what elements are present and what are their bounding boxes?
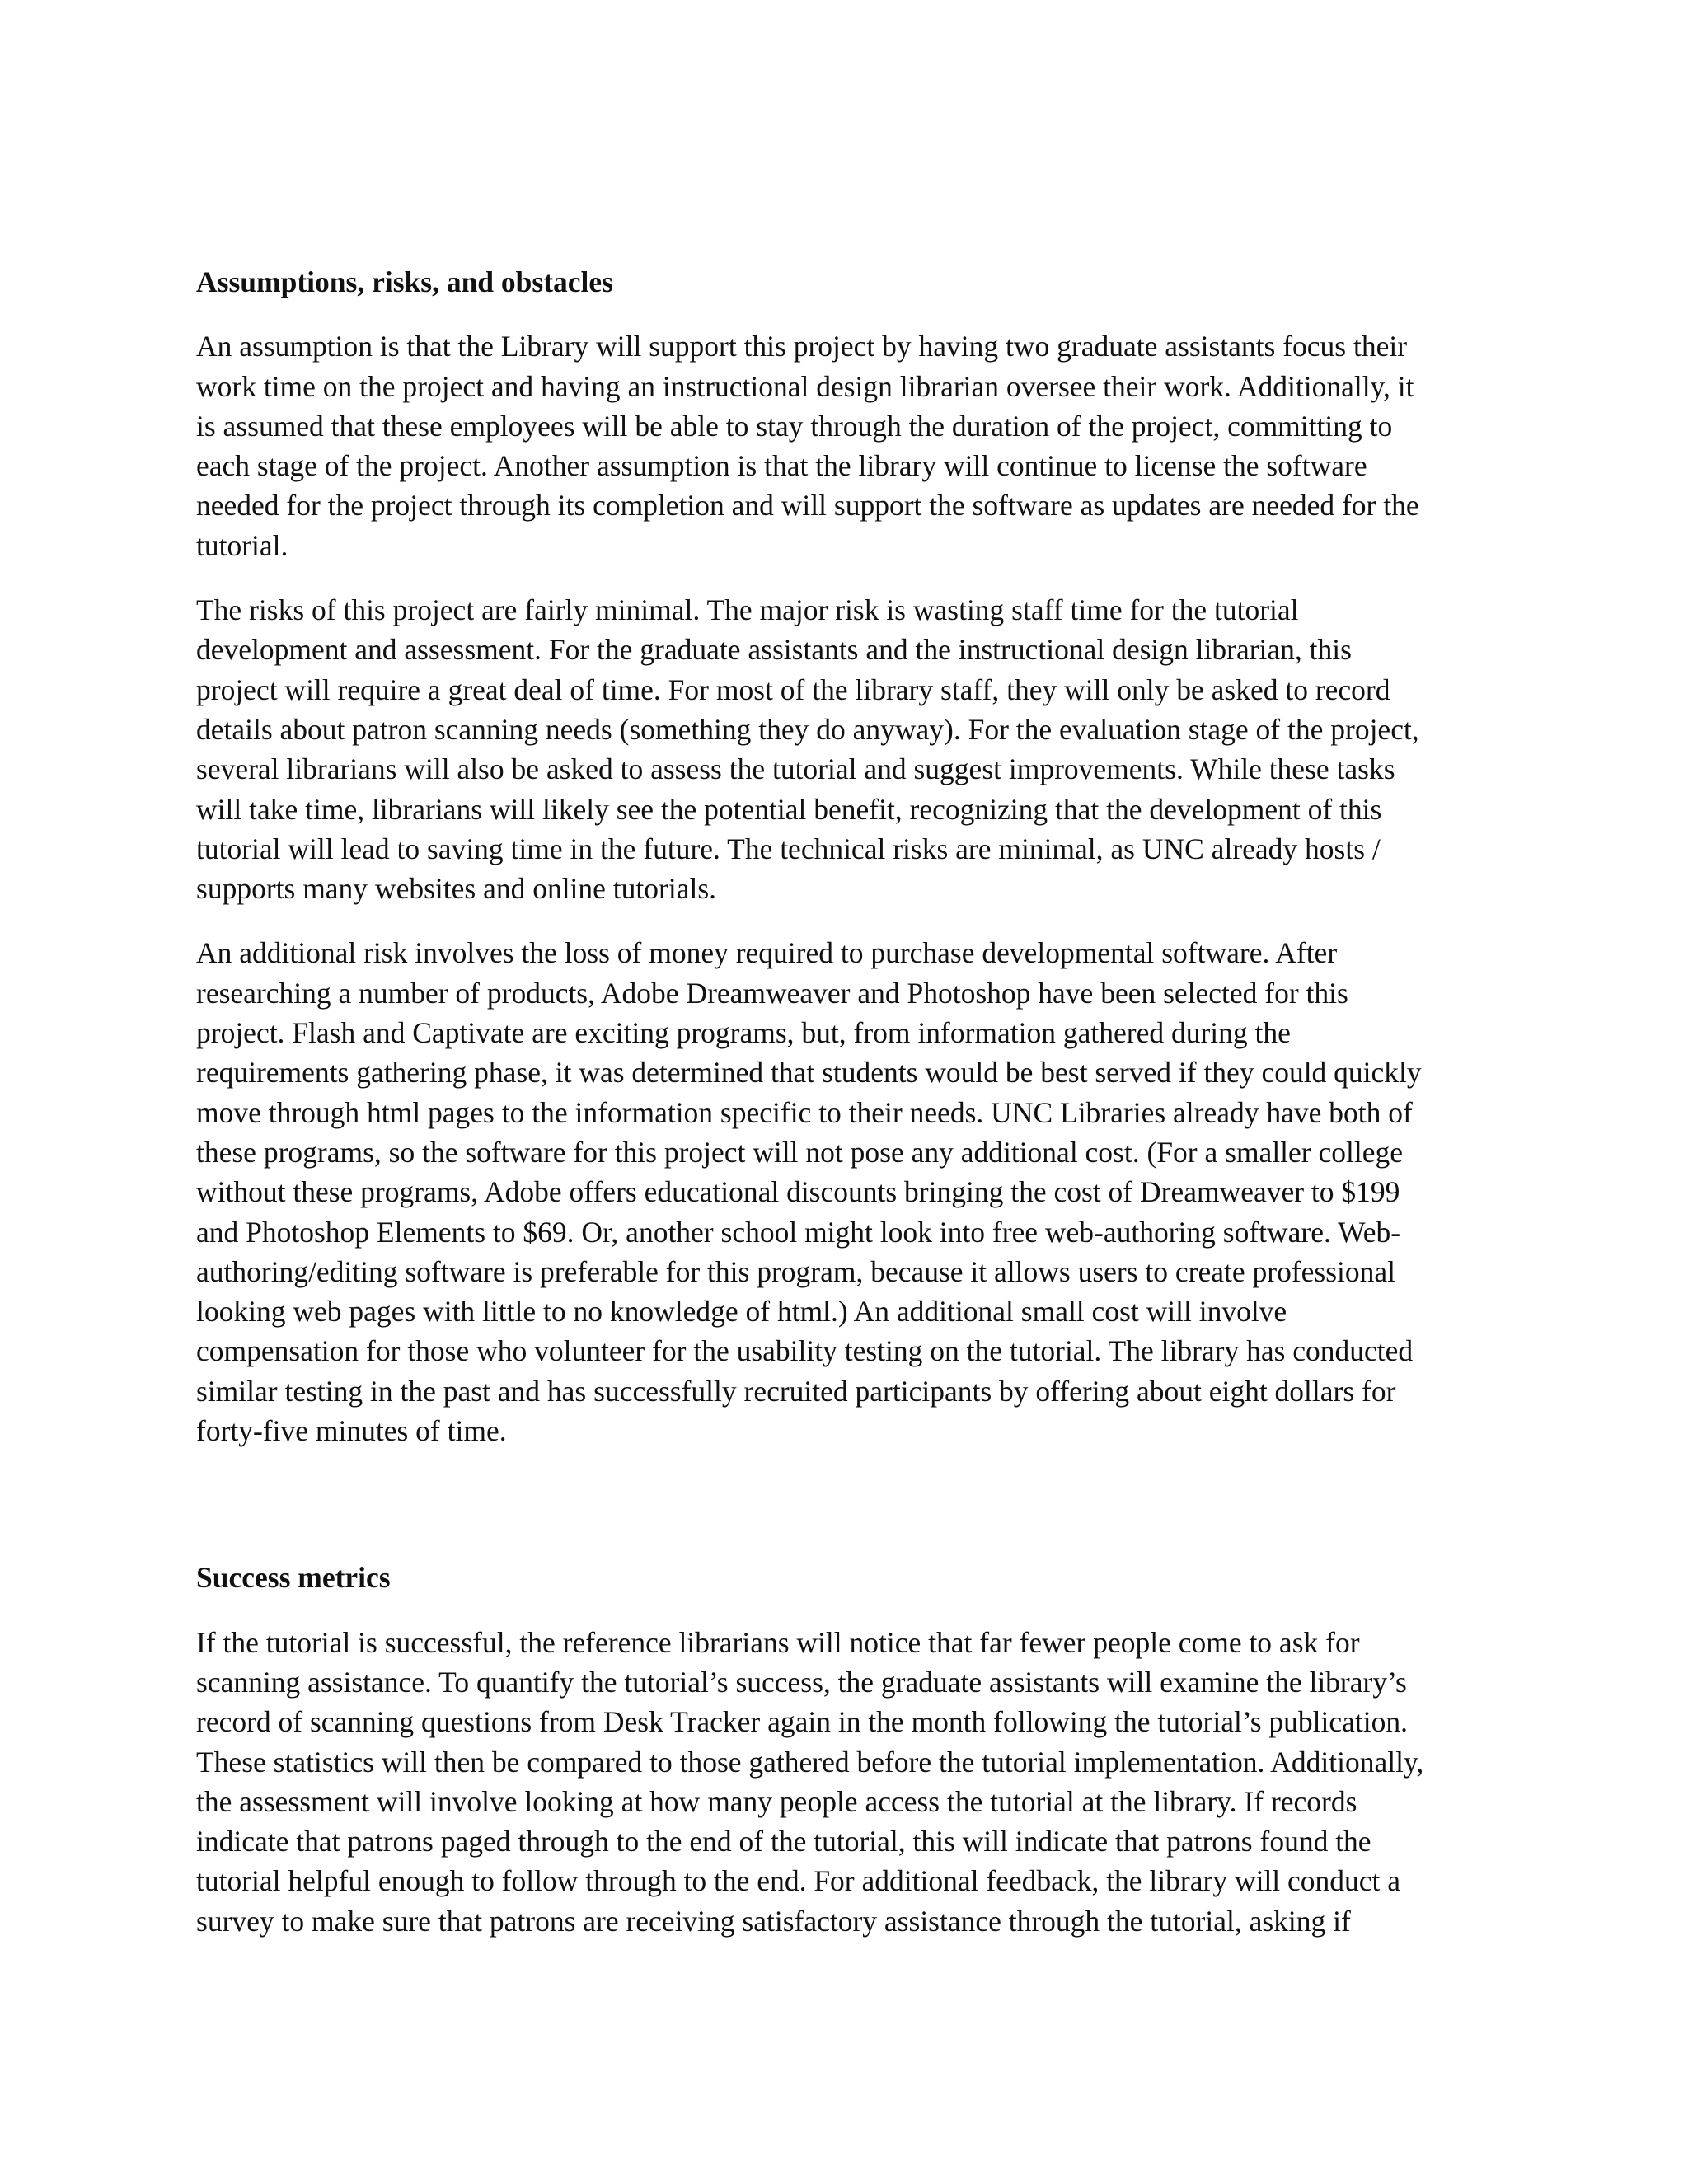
text-line: several librarians will also be asked to assess the tutorial and suggest improvements. While these tasks — [196, 752, 1395, 786]
text-line: project will require a great deal of time. For most of the library staff, they will only be asked to record — [196, 673, 1390, 706]
text-line: authoring/editing software is preferable for this program, because it allows users to create professional — [196, 1254, 1396, 1288]
text-line: these programs, so the software for this project will not pose any additional cost. (For a smaller college — [196, 1135, 1403, 1169]
document-body — [196, 262, 1478, 1966]
text-line: each stage of the project. Another assumption is that the library will continue to license the software — [196, 449, 1367, 483]
section-heading: Success metrics — [196, 1561, 391, 1595]
text-line: scanning assistance. To quantify the tutorial’s success, the graduate assistants will examine the library’s — [196, 1665, 1407, 1699]
section — [196, 1558, 1478, 1941]
paragraph — [196, 1623, 1478, 1941]
text-line: supports many websites and online tutorials. — [196, 872, 717, 906]
text-line: needed for the project through its completion and will support the software as updates are needed for the — [196, 489, 1419, 523]
text-line: If the tutorial is successful, the reference librarians will notice that far fewer people come to ask for — [196, 1625, 1360, 1659]
section — [196, 262, 1478, 1451]
text-line: without these programs, Adobe offers educational discounts bringing the cost of Dreamweaver to $199 — [196, 1175, 1400, 1209]
paragraph — [196, 933, 1478, 1451]
text-line: and Photoshop Elements to $69. Or, another school might look into free web-authoring software. Web- — [196, 1215, 1401, 1249]
text-line: record of scanning questions from Desk Tracker again in the month following the tutorial’s publication. — [196, 1705, 1409, 1739]
text-line: The risks of this project are fairly minimal. The major risk is wasting staff time for the tutorial — [196, 593, 1299, 627]
text-line: tutorial will lead to saving time in the future. The technical risks are minimal, as UNC already hosts / — [196, 832, 1381, 865]
text-line: An additional risk involves the loss of money required to purchase developmental software. After — [196, 936, 1338, 970]
text-line: looking web pages with little to no knowledge of html.) An additional small cost will involve — [196, 1295, 1287, 1329]
text-line: development and assessment. For the graduate assistants and the instructional design librarian, this — [196, 633, 1352, 667]
text-line: compensation for those who volunteer for the usability testing on the tutorial. The library has conducted — [196, 1334, 1414, 1368]
text-line: the assessment will involve looking at how many people access the tutorial at the library. If records — [196, 1784, 1357, 1818]
text-line: forty-five minutes of time. — [196, 1414, 507, 1448]
text-line: An assumption is that the Library will support this project by having two graduate assistants focus their — [196, 330, 1408, 363]
text-line: will take time, librarians will likely see the potential benefit, recognizing that the development of this — [196, 792, 1382, 826]
text-line: similar testing in the past and has successfully recruited participants by offering about eight dollars for — [196, 1374, 1396, 1408]
section-spacer — [196, 1475, 1478, 1558]
text-line: is assumed that these employees will be able to stay through the duration of the project, committing to — [196, 409, 1393, 443]
text-line: These statistics will then be compared to those gathered before the tutorial implementation. Additionally, — [196, 1745, 1424, 1779]
text-line: survey to make sure that patrons are receiving satisfactory assistance through the tutorial, asking if — [196, 1904, 1351, 1938]
text-line: researching a number of products, Adobe Dreamweaver and Photoshop have been selected for this — [196, 976, 1348, 1010]
text-line: tutorial. — [196, 528, 288, 562]
text-line: tutorial helpful enough to follow through to the end. For additional feedback, the library will conduct a — [196, 1864, 1401, 1898]
paragraph — [196, 326, 1478, 565]
section-heading: Assumptions, risks, and obstacles — [196, 265, 613, 298]
text-line: work time on the project and having an instructional design librarian oversee their work. Additionally, it — [196, 369, 1414, 403]
text-line: project. Flash and Captivate are exciting programs, but, from information gathered during the — [196, 1016, 1291, 1050]
text-line: indicate that patrons paged through to the end of the tutorial, this will indicate that patrons found the — [196, 1825, 1372, 1858]
text-line: move through html pages to the information specific to their needs. UNC Libraries already have both of — [196, 1095, 1413, 1129]
paragraph — [196, 590, 1478, 908]
text-line: details about patron scanning needs (something they do anyway). For the evaluation stage of the project, — [196, 712, 1419, 746]
text-line: requirements gathering phase, it was determined that students would be best served if they could quickly — [196, 1056, 1422, 1090]
